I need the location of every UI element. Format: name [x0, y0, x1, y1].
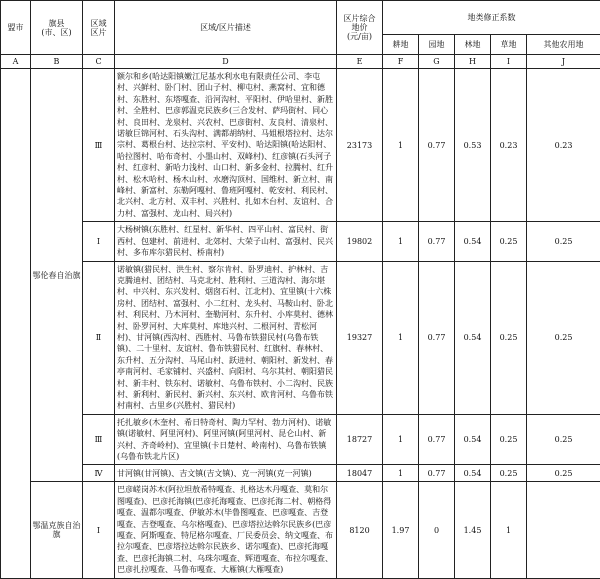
coef-other — [527, 482, 600, 578]
coef-farmland: 1.97 — [383, 482, 419, 578]
header-coef-forest: 林地 — [455, 35, 491, 55]
zone-cell: Ⅳ — [83, 465, 115, 482]
coef-grass: 0.25 — [491, 222, 527, 261]
coef-garden: 0.77 — [419, 261, 455, 414]
coef-forest: 0.53 — [455, 69, 491, 222]
letter-row — [1, 55, 600, 69]
letter-cell: B — [31, 55, 83, 69]
letter-cell: A — [1, 55, 31, 69]
header-coef-garden: 园地 — [419, 35, 455, 55]
coef-grass: 0.25 — [491, 465, 527, 482]
zone-cell: Ⅰ — [83, 482, 115, 578]
letter-cell: C — [83, 55, 115, 69]
price-cell: 19327 — [337, 261, 383, 414]
header-coef-grass: 草地 — [491, 35, 527, 55]
header-county: 旗县 (市、区) — [31, 1, 83, 55]
table-row — [1, 414, 600, 465]
desc-cell: 巴彦嵯岗苏木(阿拉坦敖希特嘎查、扎格达木丹嘎查、莫和尔图嘎查)、巴彦托海镇(巴彦托海嘎查、巴彦托海二村、朝格得嘎查、温都尔嘎查、伊敏苏木(毕鲁图嘎查、巴彦嘎查、吉登嘎查、吉登嘎查、乌尔格嘎查)、巴彦塔拉达斡尔民族乡(巴彦嘎查、阿斯嘎查、特尼格尔嘎查、厂民委员会、纳文嘎查、布拉尔嘎查、巴彦塔拉达斡尔民族乡、诺尔嘎查)、巴彦托海嘎查、巴彦托海镇二村、乌珠尔嘎查、辉道嘎查、布拉尔嘎查、巴彦扎拉嘎查、马鲁布嘎查、大雁镇(大雁嘎查) — [115, 482, 337, 578]
table-row — [1, 465, 600, 482]
header-zone: 区域 区片 — [83, 1, 115, 55]
coef-other: 0.25 — [527, 261, 600, 414]
letter-cell: D — [115, 55, 337, 69]
price-cell: 19802 — [337, 222, 383, 261]
coef-grass: 0.23 — [491, 69, 527, 222]
desc-cell: 托扎敏乡(木奎村、希日特奇村、陶力罕村、勃力河村)、诺敏镇(诺敏村、阿里河村)、阿里河镇(阿里河村、昆仑山村、新兴村、齐奇岭村)、宜里镇(卡日楚村、岭南村)、乌鲁布铁镇(乌鲁布铁北片区) — [115, 414, 337, 465]
coef-garden: 0.77 — [419, 465, 455, 482]
coef-garden: 0.77 — [419, 69, 455, 222]
price-cell: 8120 — [337, 482, 383, 578]
header-coef-group: 地类修正系数 — [383, 1, 600, 35]
desc-cell: 甘河镇(甘河镇)、吉文镇(吉文镇)、克一河镇(克一河镇) — [115, 465, 337, 482]
coef-other: 0.25 — [527, 222, 600, 261]
coef-garden: 0 — [419, 482, 455, 578]
coef-farmland: 1 — [383, 414, 419, 465]
coef-forest: 0.54 — [455, 414, 491, 465]
header-city: 盟市 — [1, 1, 31, 55]
header-desc: 区域/区片描述 — [115, 1, 337, 55]
coef-grass: 0.25 — [491, 261, 527, 414]
price-cell: 23173 — [337, 69, 383, 222]
city-cell — [1, 69, 31, 579]
table-row — [1, 261, 600, 414]
coef-farmland: 1 — [383, 69, 419, 222]
coef-grass: 1 — [491, 482, 527, 578]
price-cell: 18727 — [337, 414, 383, 465]
desc-cell: 大杨树镇(东胜村、红星村、新华村、四平山村、富民村、街西村、包建村、前进村、北郊村、大荣子山村、富强村、民兴村、多布库尔猎民村、桥南村) — [115, 222, 337, 261]
zone-cell: Ⅲ — [83, 414, 115, 465]
coef-farmland: 1 — [383, 261, 419, 414]
desc-cell: 诺敏镇(猎民村、洪生村、察尔肯村、卧罗迪村、护林村、吉克腾迪村、团结村、马克北村、胜利村、三道沟村、海尔堪村、中兴村、东兴发村、烟囱石村、江北村)、宜里镇(十六株房村、团结村、富强村、小二红村、龙头村、马鞍山村、卧北村、利民村、乃木河村、奎勒河村、东升村、小库莫村、德林村、卧罗河村、大库莫村、库地兴村、二根河村、青松河村)、甘河镇(西沟村、西胜村、马鲁布铁猎民村(乌鲁布铁镇)、二十里村、友谊村、鲁布铁猎民村、红旗村、春林村、东升村、五分沟村、马尾山村、跃进村、朝阳村、新发村、春亭南河村、毛家铺村、兴盛村、向阳村、乌尔其村、朝阳猎民村、新丰村、铁东村、诺敏村、乌鲁布铁村、小二沟村、民族村、新利村、新民村、新兴村、东兴村、欧肯河村、乌鲁布铁村南村、古里乡(兴胜村、猎民村) — [115, 261, 337, 414]
desc-cell: 额尔和乡(哈达阳镇嫩江尼基水利水电有限责任公司、李屯村、兴鲜村、卧门村、团山子村、柳屯村、燕窝村、宜和德村、东胜村、东塔嘎查、沿河沟村、平阳村、伊哈里村、新胜村、全胜村、巴彦郭温克民族乡(三合发村、萨玛街村、同心村、良田村、龙泉村、兴农村、巴彦街村、友良村、清泉村、诺敏巨锦河村、石头沟村、满都胡纳村、马姐根塔拉村、达尔宗村、葛根台村、达拉宗村、平安村)、哈达阳镇(哈达阳村、哈拉图村、哈布奇村、小墨山村、双峰村)、红彦镇(石头河子村、红彦村、新哈力浅村、山口村、新多金村、拉腾村、红升村、松木哈村、杨木山村、水磨沟顶村、国维村、新立村、南峰村、新富村、东勒阿嘎村、鲁班阿嘎村、乾安村、利民村、北兴村、北方村、双丰村、兴胜村、扎如木台村、友谊村、合力村、富强村、龙山村、局兴村) — [115, 69, 337, 222]
coef-farmland: 1 — [383, 222, 419, 261]
county-cell: 鄂温克族自治旗 — [31, 482, 83, 578]
county-cell: 鄂伦春自治旗 — [31, 69, 83, 482]
coef-forest: 0.54 — [455, 261, 491, 414]
coef-other: 0.23 — [527, 69, 600, 222]
coef-forest: 0.54 — [455, 465, 491, 482]
header-coef-farmland: 耕地 — [383, 35, 419, 55]
letter-cell: J — [527, 55, 600, 69]
letter-cell: H — [455, 55, 491, 69]
letter-cell: I — [491, 55, 527, 69]
coef-other: 0.25 — [527, 414, 600, 465]
letter-cell: F — [383, 55, 419, 69]
table-row — [1, 69, 600, 222]
coef-forest: 1.45 — [455, 482, 491, 578]
coef-farmland: 1 — [383, 465, 419, 482]
header-price: 区片综合 地价 (元/亩) — [337, 1, 383, 55]
header-coef-other: 其他农用地 — [527, 35, 600, 55]
coef-grass: 0.25 — [491, 414, 527, 465]
letter-cell: G — [419, 55, 455, 69]
zone-cell: Ⅲ — [83, 69, 115, 222]
coef-garden: 0.77 — [419, 414, 455, 465]
price-cell: 18047 — [337, 465, 383, 482]
table-row — [1, 482, 600, 578]
coef-garden: 0.77 — [419, 222, 455, 261]
coef-forest: 0.54 — [455, 222, 491, 261]
coef-other: 0.25 — [527, 465, 600, 482]
table-row — [1, 222, 600, 261]
letter-cell: E — [337, 55, 383, 69]
zone-cell: Ⅱ — [83, 261, 115, 414]
zone-cell: Ⅰ — [83, 222, 115, 261]
